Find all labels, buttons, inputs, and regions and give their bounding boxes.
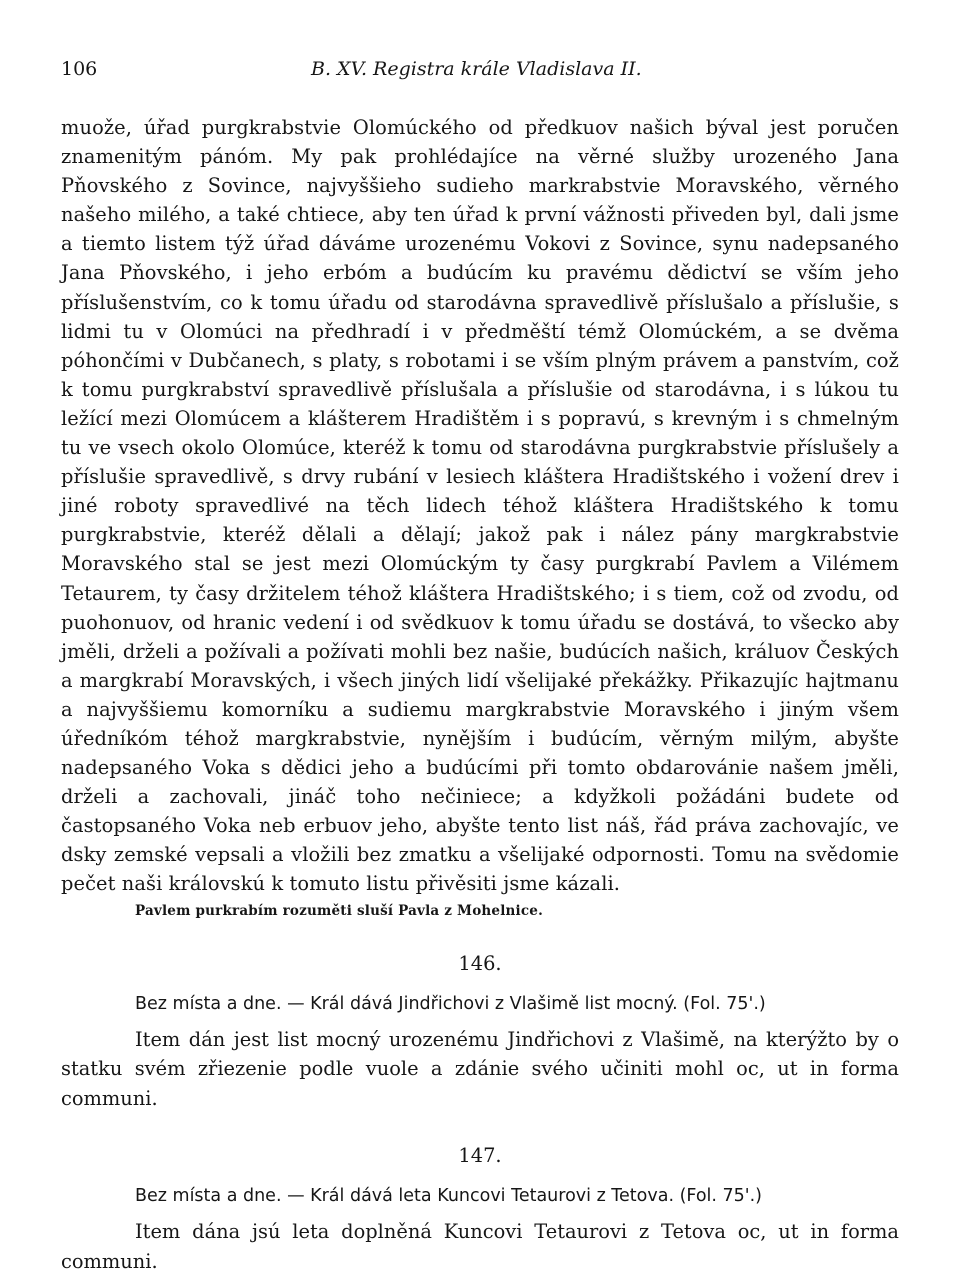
entry-147: [61, 1141, 899, 1276]
entry-regest: Bez místa a dne. — Král dává Jindřichovi z Vlašimě list mocný. (Fol. 75'.): [135, 993, 766, 1014]
page-header: [61, 58, 899, 88]
entry-regest: Bez místa a dne. — Král dává leta Kuncovi Tetaurovi z Tetova. (Fol. 75'.): [135, 1186, 763, 1207]
footnote: Pavlem purkrabím rozuměti sluší Pavla z Mohelnice.: [135, 902, 543, 919]
running-title: B. XV. Registra krále Vladislava II.: [311, 58, 642, 80]
entry-number: 147.: [458, 1144, 502, 1168]
entry-text: [61, 1217, 899, 1276]
entry-paragraph: Item dán jest list mocný urozenému Jindřichovi z Vlašimě, na kterýžto by o statku svém zřiezenie podle vuole a zdánie svého učiniti mohl oc, ut in forma communi.: [61, 1027, 899, 1110]
main-text-block: [61, 113, 899, 899]
entry-146: [61, 949, 899, 1114]
page-number: 106: [61, 58, 98, 80]
entry-text: [61, 1025, 899, 1114]
entry-paragraph: Item dána jsú leta doplněná Kuncovi Tetaurovi z Tetova oc, ut in forma communi.: [61, 1220, 899, 1273]
entry-number: 146.: [458, 951, 502, 975]
document-page: [61, 58, 899, 1276]
main-paragraph: muože, úřad purgkrabstvie Olomúckého od předkuov našich býval jest poručen znamenitým pánóm. My pak prohlédajíce na věrné služby urozeného Jana Pňovského z Sovince, najvyššieho sudieho markrabstvie Moravského, věrného našeho milého, a také chtiece, aby ten úřad k první vážnosti přiveden byl, dali jsme a tiemto listem týž úřad dáváme urozenému Vokovi z Sovince, synu nadepsaného Jana Pňovského, i jeho erbóm a budúcím ku pravému dědictví se vším jeho příslušenstvím, co k tomu úřadu od starodávna spravedlivě příslušalo a příslušie, s lidmi tu v Olomúci na předhradí i v předměští témž Olomúckém, a se dvěma póhončími v Dubčanech, s platy, s robotami i se vším plným právem a panstvím, což k tomu purgkrabství spravedlivě příslušala a příslušie od starodávna, i s lúkou tu ležící mezi Olomúcem a klášterem Hradištěm i s popravú, s krevným i s chmelným tu ve vsech okolo Olomúce, kteréž k tomu od starodávna purgkrabstvie příslušely a příslušie spravedlivě, s drvy rubání v lesiech kláštera Hradištského i vožení drev i jiné roboty spravedlivé na těch lidech téhož kláštera Hradištského k tomu purgkrabstvie, kteréž dělali a dělají; jakož pak i nález pány margkrabstvie Moravského stal se jest mezi Olomúckým ty časy purgkrabí Pavlem a Vilémem Tetaurem, ty časy držitelem téhož kláštera Hradištského; i s tiem, což od zvodu, od puohonuov, od hranic vedení i od svědkuov k tomu úřadu se dostává, to všecko aby jměli, drželi a požívali a požívati mohli bez našie, budúcích našich, králuov Českých a margkrabí Moravských, i všech jiných lidí všelijaké překážky. Přikazujíc hajtmanu a najvyššiemu komorníku a sudiemu margkrabstvie Moravského i jiným všem úředníkóm téhož margkrabstvie, nynějším i budúcím, věrným milým, abyšte nadepsaného Voka s dědici jeho a budúcími při tomto obdarovánie našem jměli, drželi a zachovali, jináč toho nečiniece; a kdyžkoli požádáni budete od častopsaného Voka neb erbuov jeho, abyšte tento list náš, řád práva zachovajíc, ve dsky zemské vepsali a vložili bez zmatku a všelijaké odpornosti. Tomu na svědomie pečet naši královskú k tomuto listu přivěsiti jsme kázali.: [61, 116, 899, 896]
